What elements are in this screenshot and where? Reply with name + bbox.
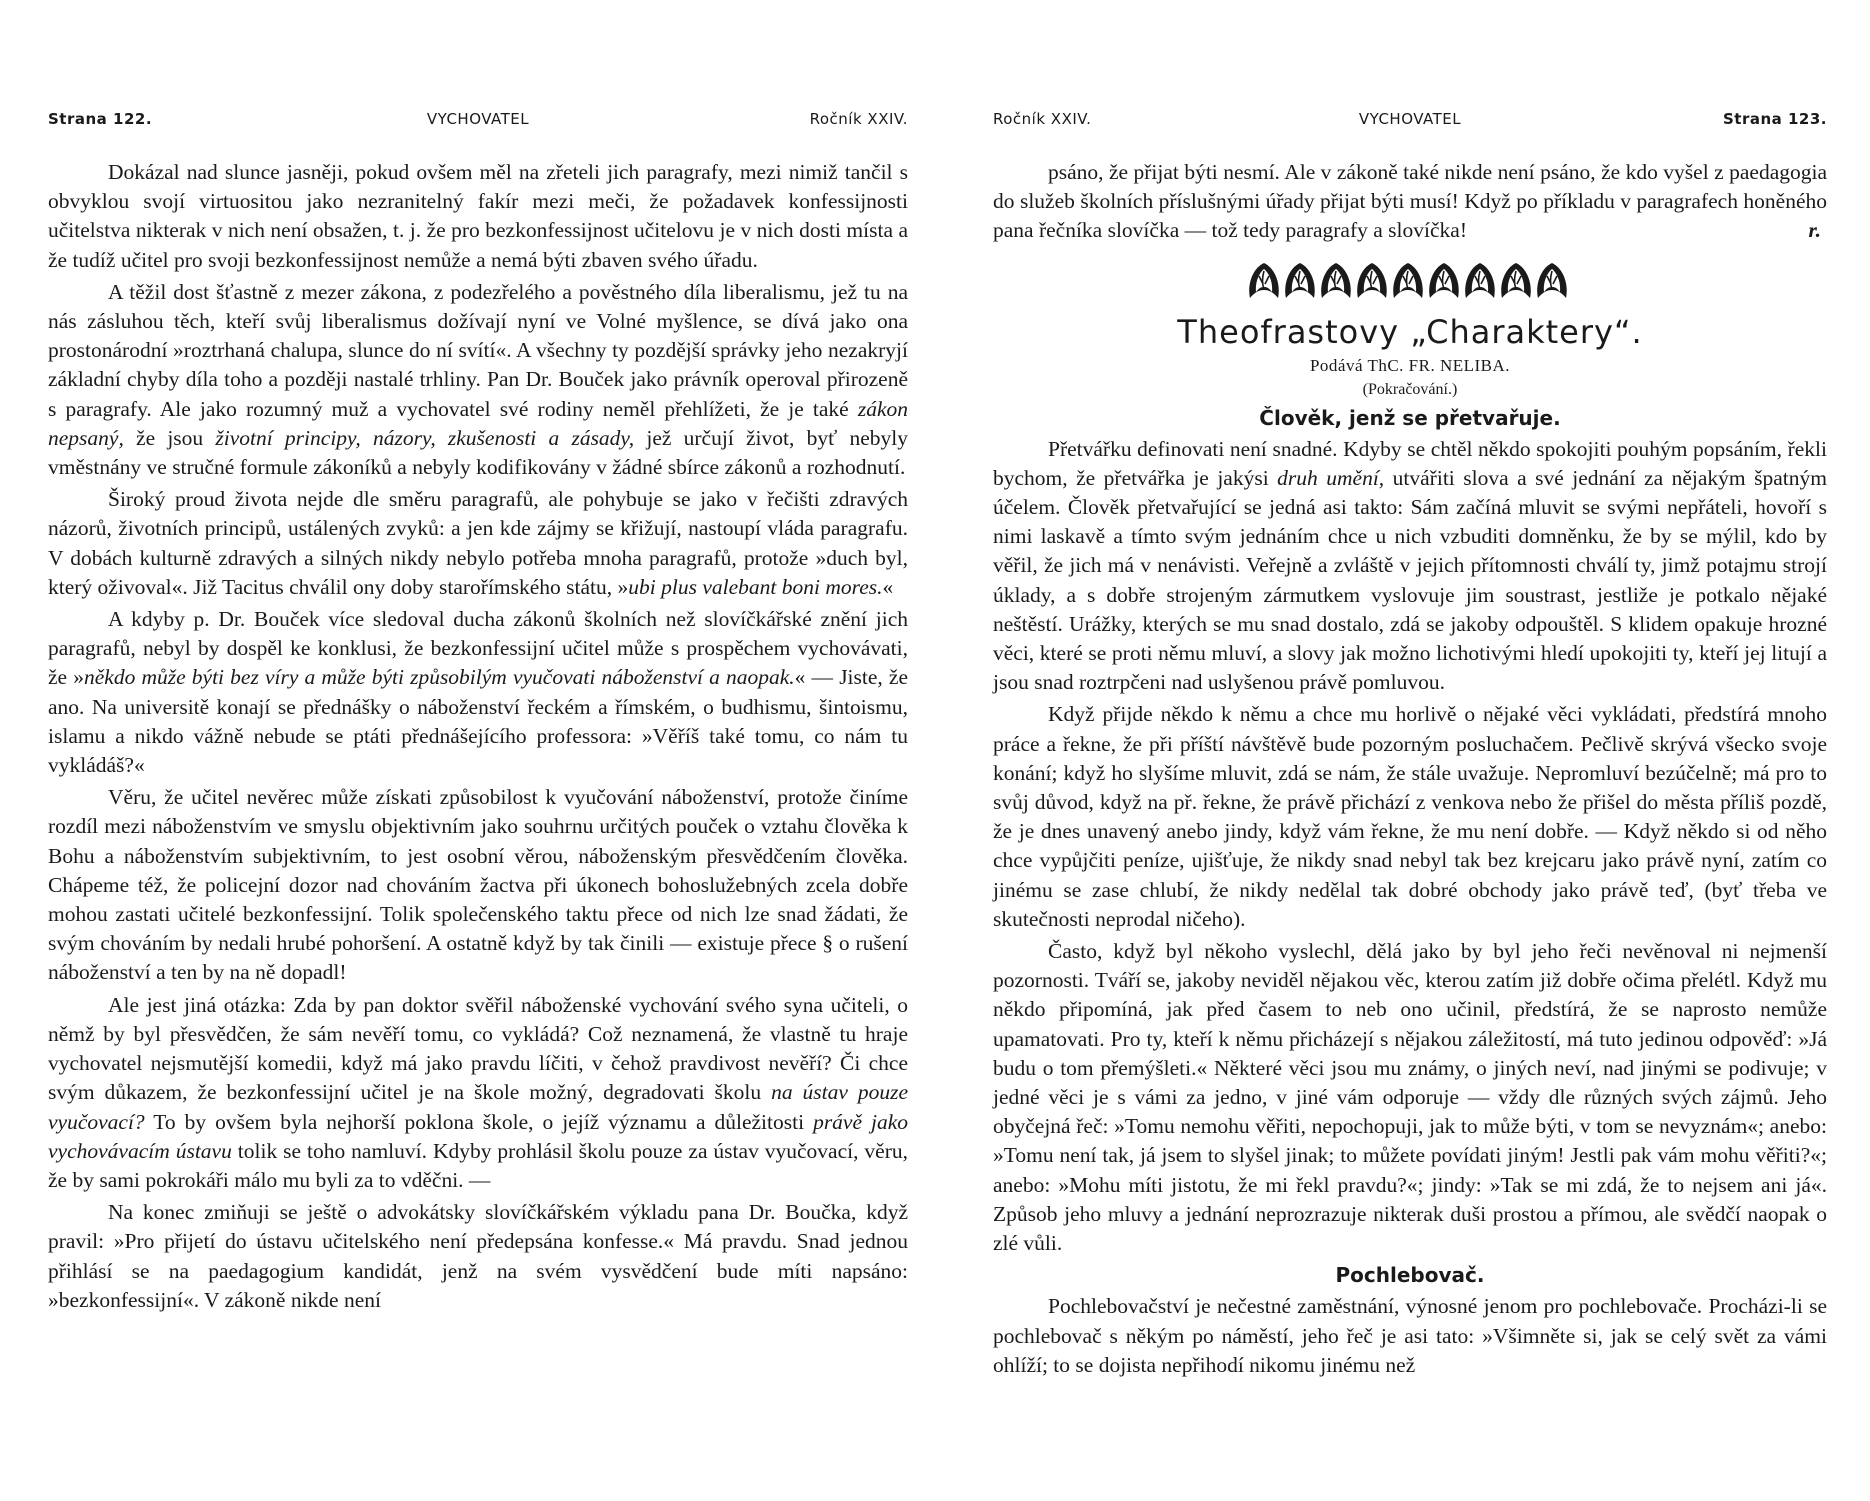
text-run: Přetvářku definovati není snadné. Kdyby se chtěl někdo spokojiti pouhým popsáním, řekli bychom, že přetvářka je jakýsi xyxy=(993,436,1827,490)
journal-title: VYCHOVATEL xyxy=(426,110,530,128)
right-page-header xyxy=(993,110,1827,134)
right-page-body xyxy=(993,158,1827,1383)
left-page-header xyxy=(48,110,908,134)
left-page-body xyxy=(48,158,908,1318)
italic-text: právě jako vychovávacím ústavu xyxy=(48,1109,909,1163)
volume-label: Ročník XXIV. xyxy=(993,110,1092,128)
italic-text: někdo může býti bez víry a může býti způsobilým vyučovati náboženství a naopak. xyxy=(83,665,795,690)
italic-text: druh umění, xyxy=(1277,465,1385,490)
text-run: Dokázal nad slunce jasněji, pokud ovšem měl na zřeteli jich paragrafy, mezi nimiž tančil s obvyklou svojí virtuositou jako nezranitelný fakír mezi meči, že požadavek konfessijnosti učitelstva nikterak v nich není obsažen, t. j. že pro bezkonfessijnost učitelovu je v nich dosti místa a že tudíž učitel pro svoji bezkonfessijnost nemůže a nemá býti zbaven svého úřadu. xyxy=(48,160,908,272)
italic-text: zákon nepsaný, xyxy=(48,396,908,450)
leaf-motif xyxy=(1465,263,1495,298)
text-run: « — Jiste, že ano. Na universitě konají se přednášky o náboženství řeckém a římském, o budhismu, šintoismu, islamu a nikdo vážně nebude se ptáti přednášejícího professora: »Věříš také tomu, co nám tu vykládáš?« xyxy=(48,665,909,778)
italic-text: na ústav pouze vyučovací? xyxy=(48,1080,908,1134)
paragraph xyxy=(993,700,1827,934)
paragraph xyxy=(993,1292,1827,1380)
text-run: Na konec zmiňuji se ještě o advokátsky slovíčkářském výkladu pana Dr. Boučka, když pravil: »Pro přijetí do ústavu učitelského není předepsána konfesse.« Má pravdu. Snad jednou přihlásí se na paedagogium kandidát, jenž na svém vysvědčení bude míti napsáno: »bezkonfessijní«. V zákoně nikde není xyxy=(48,1200,908,1312)
text-run: To by ovšem byla nejhorší poklona škole, o jejíž významu a důležitosti xyxy=(144,1109,814,1134)
text-run: A těžil dost šťastně z mezer zákona, z podezřelého a pověstného díla liberalismu, jež tu na nás zásluhou těch, kteří svůj liberalismus dožívají nyní ve Volné myšlence, se dívá jako ona prostonárodní »roztrhaná chalupa, slunce do ní svítí«. A všechny ty pozdější správky jeho nezakryjí základní chyby díla toho a později nastalé trhliny. Pan Dr. Bouček jako právník operoval přirozeně s paragrafy. Ale jako rozumný muž a vychovatel své rodiny neměl přehlížeti, že je také xyxy=(48,279,908,421)
page-number: Strana 122. xyxy=(48,110,153,128)
leaf-motif xyxy=(1501,263,1531,298)
leaf-motif xyxy=(1285,263,1315,298)
text-run: Široký proud života nejde dle směru paragrafů, ale pohybuje se jako v řečišti zdravých názorů, životních principů, ustálených zvyků: a jen kde zájmy se křižují, nastoupí vláda paragrafu. V dobách kulturně zdravých a silných nikdy nebylo potřeba mnoha paragrafů, protože »duch byl, který oživoval«. Již Tacitus chválil ony doby starořímského státu, » xyxy=(48,487,908,599)
leaf-motif xyxy=(1393,263,1423,298)
journal-title: VYCHOVATEL xyxy=(1358,110,1462,128)
article-byline: Podává ThC. FR. NELIBA. xyxy=(1309,355,1511,375)
italic-text: životní principy, názory, zkušenosti a zásady, xyxy=(215,425,635,450)
section-body xyxy=(993,435,1827,1259)
section-heading: Člověk, jenž se přetvařuje. xyxy=(1259,405,1561,430)
leaf-ornament xyxy=(993,260,1827,302)
italic-text: ubi plus valebant boni mores. xyxy=(628,574,883,599)
section-body xyxy=(993,1292,1827,1380)
leaf-ornament-graphic xyxy=(1245,260,1575,302)
leaf-motif xyxy=(1537,263,1567,298)
page-number: Strana 123. xyxy=(1722,110,1827,128)
paragraph xyxy=(48,158,908,275)
leaf-motif xyxy=(1429,263,1459,298)
text-run: utvářiti slova a své jednání za nějakým špatným účelem. Člověk přetvařující se jedná asi takto: Sám začíná mluvit se svými nepřáteli, hovoří s nimi laskavě a tímto svým jednáním chce u nich vzbuditi domněnku, že by se mýlil, kdo by věřil, že jich má v nenávisti. Veřejně a zvláště v jejich přítomnosti chválí ty, jimž potajmu strojí úklady, a s dobře strojeným zármutkem vyslovuje jim soustrast, jestliže je potkalo nějaké neštěstí. Urážky, kterých se mu snad dostalo, zdá se jakoby odpouštěl. S klidem opakuje hrozné věci, které se proti němu mluví, a slovy jak možno lichotivými hledí upokojiti ty, kteří jej litují a jsou snad roztrpčeni nad uslyšenou právě pomluvou. xyxy=(993,465,1827,695)
left-page xyxy=(48,0,908,1501)
text-run: jež určují život, byť nebyly vměstnány ve stručné formule zákoníků a nebyly kodifikovány v žádné sbírce zákonů a rozhodnutí. xyxy=(48,425,908,480)
paragraph xyxy=(48,278,908,482)
text-run: že jsou xyxy=(123,425,216,450)
section-heading: Pochlebovač. xyxy=(1335,1263,1485,1288)
paragraph xyxy=(993,937,1827,1258)
author-signature: r. xyxy=(1808,218,1821,243)
text-run: Ale jest jiná otázka: Zda by pan doktor svěřil náboženské vychování svého syna učiteli, o němž by byl přesvědčen, že sám nevěří tomu, co vykládá? Což neznamená, že vlastně tu hraje vychovatel nejsmutější komedii, když má jako pravdu líčiti, v čehož pravdivost nevěří? Či chce svým důkazem, že bezkonfessijní učitel je na škole možný, degradovati školu xyxy=(48,992,908,1105)
lead-paragraph-text: psáno, že přijat býti nesmí. Ale v zákoně také nikde není psáno, že kdo vyšel z paedagogia do služeb školních příslušnými úřady přijat býti musí! Když po příkladu v paragrafech honěného pana řečníka slovíčka — tož tedy paragrafy a slovíčka! xyxy=(993,160,1827,243)
leaf-motif xyxy=(1321,263,1351,298)
paragraph xyxy=(48,991,908,1195)
paragraph xyxy=(48,605,908,780)
paragraph xyxy=(48,783,908,987)
article-title: Theofrastovy „Charaktery“. xyxy=(1177,312,1643,351)
text-run: « xyxy=(882,574,894,599)
text-run: Často, když byl někoho vyslechl, dělá jako by byl jeho řeči nevěnoval ni nejmenší pozornosti. Tváří se, jakoby neviděl nějakou věc, kterou zatím již dobře očima přelétl. Když mu někdo připomíná, jak před časem to neb ono učinil, předstírá, že se naprosto nemůže upamatovati. Pro ty, kteří k němu přicházejí s nějakou záležitostí, má tuto jedinou odpověď: »Já budu o tom přemýšleti.« Některé věci jsou mu známy, o jiných neví, nad jinými se podivuje; v jedné věci je s vámi za jedno, v jiné vám odporuje — vždy dle různých svých zájmů. Jeho obyčejná řeč: »Tomu nemohu věřiti, nepochopuji, jak to může býti, v tom se nevyznám«; anebo: »Tomu není tak, já jsem to slyšel jinak; to můžete povídati jiným! Jestli pak vám mohu věřiti?«; anebo: »Mohu míti jistotu, že mi řekl pravdu?«; jindy: »Tak se mi zdá, že to nejsem ani já«. Způsob jeho mluvy a jednání neprozrazuje nikterak duši prostou a přímou, ale svědčí naopak o zlé vůli. xyxy=(993,939,1827,1256)
paragraph xyxy=(48,1198,908,1315)
lead-paragraph xyxy=(993,158,1827,246)
text-run: A kdyby p. Dr. Bouček více sledoval ducha zákonů školních než slovíčkářské znění jich paragrafů, nebyl by dospěl ke konklusi, že bezkonfessijní učitel může s prospěchem vychovávati, že » xyxy=(48,607,908,690)
volume-label: Ročník XXIV. xyxy=(809,110,908,128)
leaf-motif xyxy=(1357,263,1387,298)
leaf-motif xyxy=(1249,263,1279,298)
text-run: tolik se toho namluví. Kdyby prohlásil školu pouze za ústav vyučovací, věru, že by sami pokrokáři málo mu byli za to vděčni. — xyxy=(48,1138,909,1192)
paragraph xyxy=(993,435,1827,698)
paragraph xyxy=(48,485,908,602)
text-run: Pochlebovačství je nečestné zaměstnání, výnosné jenom pro pochlebovače. Procházi-li se pochlebovač s někým po náměstí, jeho řeč je asi tato: »Všimněte si, jak se celý svět za vámi ohlíží; to se dojista nepřihodí nikomu jinému než xyxy=(993,1294,1827,1377)
right-page xyxy=(993,0,1827,1501)
text-run: Věru, že učitel nevěrec může získati způsobilost k vyučování náboženství, protože činíme rozdíl mezi náboženstvím ve smyslu objektivním jako souhrnu určitých pouček o vztahu člověka k Bohu a náboženstvím subjektivním, to jest osobní věrou, náboženským přesvědčením člověka. Chápeme též, že policejní dozor nad chováním žactva při úkonech bohoslužebných zcela dobře mohou zastati učitelé bezkonfessijní. Tolik společenského taktu přece od nich lze snad žádati, že svým chováním by nedali hrubé pohoršení. A ostatně když by tak činili — existuje přece § o rušení náboženství a ten by na ně dopadl! xyxy=(48,785,908,985)
text-run: Když přijde někdo k němu a chce mu horlivě o nějaké věci vykládati, předstírá mnoho práce a řekne, že při příští návštěvě bude pozorným posluchačem. Pečlivě skrývá všecko svoje konání; když ho slyšíme mluvit, zdá se nám, že stále uvažuje. Nepromluví bezúčelně; má pro to svůj důvod, když na př. řekne, že právě přichází z venkova nebo že přišel do města příliš pozdě, že je dnes unavený anebo jindy, když vám řekne, že mu není dobře. — Když někdo si od něho chce vypůjčiti peníze, ujišťuje, že nikdy snad nebyl tak bez krejcaru jako právě nyní, zatím co jinému se zase chlubí, že nikdy nedělal tak dobré obchody jako právě teď, (byť třeba ve skutečnosti neprodal ničeho). xyxy=(993,702,1827,931)
continuation-note: (Pokračování.) xyxy=(1362,380,1458,398)
